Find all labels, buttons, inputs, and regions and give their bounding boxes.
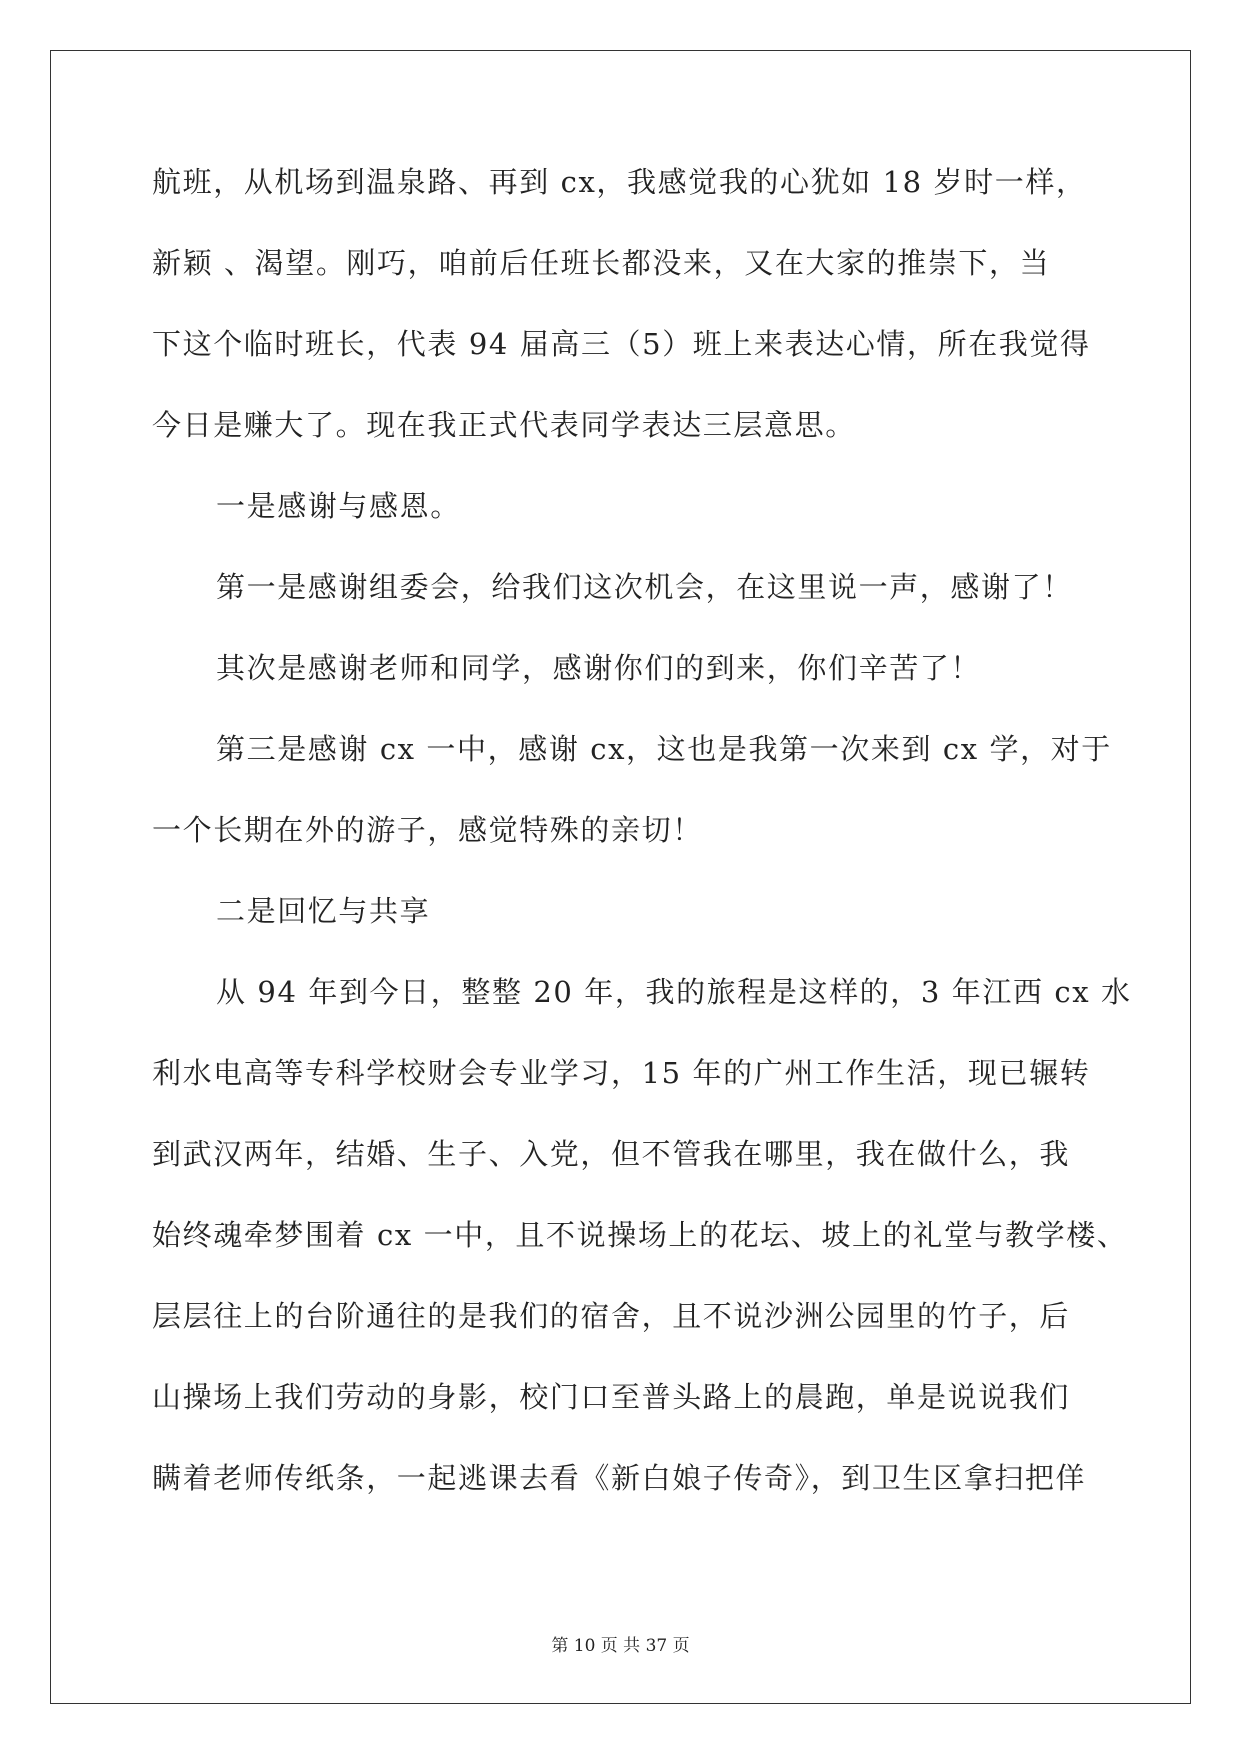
section-heading: 一是感谢与感恩。: [216, 489, 461, 523]
body-line: 第一是感谢组委会，给我们这次机会，在这里说一声，感谢了！: [216, 570, 1073, 604]
body-line: 利水电高等专科学校财会专业学习，15 年的广州工作生活，现已辗转: [152, 1056, 1091, 1090]
body-line: 山操场上我们劳动的身影，校门口至普头路上的晨跑，单是说说我们: [152, 1380, 1071, 1414]
body-line: 其次是感谢老师和同学，感谢你们的到来，你们辛苦了！: [216, 651, 982, 685]
body-line: 层层往上的台阶通往的是我们的宿舍，且不说沙洲公园里的竹子，后: [152, 1299, 1071, 1333]
body-line: 第三是感谢 cx 一中，感谢 cx，这也是我第一次来到 cx 学，对于: [216, 732, 1112, 766]
body-line: 瞒着老师传纸条，一起逃课去看《新白娘子传奇》，到卫生区拿扫把佯: [152, 1461, 1087, 1495]
body-line: 从 94 年到今日，整整 20 年，我的旅程是这样的，3 年江西 cx 水: [216, 975, 1132, 1009]
body-line: 到武汉两年，结婚、生子、入党，但不管我在哪里，我在做什么，我: [152, 1137, 1071, 1171]
body-line: 今日是赚大了。现在我正式代表同学表达三层意思。: [152, 408, 856, 442]
document-body: [152, 150, 1132, 1527]
section-heading: 二是回忆与共享: [216, 894, 431, 928]
body-line: 下这个临时班长，代表 94 届高三（5）班上来表达心情，所在我觉得: [152, 327, 1091, 361]
body-line: 新颖 、渴望。刚巧，咱前后任班长都没来，又在大家的推崇下，当: [152, 246, 1051, 280]
body-line: 一个长期在外的游子，感觉特殊的亲切！: [152, 813, 703, 847]
page-number: 第 10 页 共 37 页: [551, 1636, 690, 1656]
body-line: 始终魂牵梦围着 cx 一中，且不说操场上的花坛、坡上的礼堂与教学楼、: [152, 1218, 1128, 1252]
body-line: 航班，从机场到温泉路、再到 cx，我感觉我的心犹如 18 岁时一样，: [152, 165, 1087, 199]
